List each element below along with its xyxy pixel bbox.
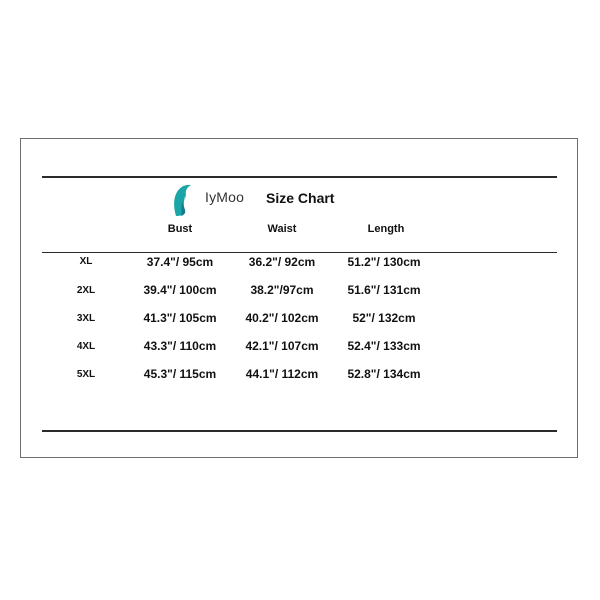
waist-cell: 42.1"/ 107cm bbox=[245, 339, 319, 353]
bust-cell: 45.3"/ 115cm bbox=[143, 367, 217, 381]
bust-cell: 39.4"/ 100cm bbox=[143, 283, 217, 297]
size-label: 5XL bbox=[76, 369, 96, 380]
column-header-length: Length bbox=[367, 223, 405, 235]
waist-cell: 36.2"/ 92cm bbox=[248, 255, 316, 269]
length-cell: 52"/ 132cm bbox=[352, 311, 416, 325]
bust-cell: 41.3"/ 105cm bbox=[143, 311, 217, 325]
bottom-divider bbox=[42, 430, 557, 432]
length-cell: 52.4"/ 133cm bbox=[347, 339, 421, 353]
woman-profile-silhouette-icon bbox=[172, 183, 194, 217]
length-cell: 51.2"/ 130cm bbox=[347, 255, 421, 269]
size-chart-frame bbox=[20, 138, 578, 458]
size-label: 4XL bbox=[76, 341, 96, 352]
column-header-bust: Bust bbox=[167, 223, 193, 235]
column-header-waist: Waist bbox=[267, 223, 297, 235]
top-divider bbox=[42, 176, 557, 178]
length-cell: 51.6"/ 131cm bbox=[347, 283, 421, 297]
waist-cell: 44.1"/ 112cm bbox=[245, 367, 319, 381]
page-title: Size Chart bbox=[266, 190, 335, 206]
brand-name: IyMoo bbox=[205, 189, 245, 205]
length-cell: 52.8"/ 134cm bbox=[347, 367, 421, 381]
bust-cell: 43.3"/ 110cm bbox=[143, 339, 217, 353]
waist-cell: 38.2"/97cm bbox=[250, 283, 314, 297]
waist-cell: 40.2"/ 102cm bbox=[245, 311, 319, 325]
size-label: 2XL bbox=[76, 285, 96, 296]
bust-cell: 37.4"/ 95cm bbox=[146, 255, 214, 269]
size-label: 3XL bbox=[76, 313, 96, 324]
header-divider bbox=[42, 252, 557, 253]
size-label: XL bbox=[79, 256, 93, 267]
